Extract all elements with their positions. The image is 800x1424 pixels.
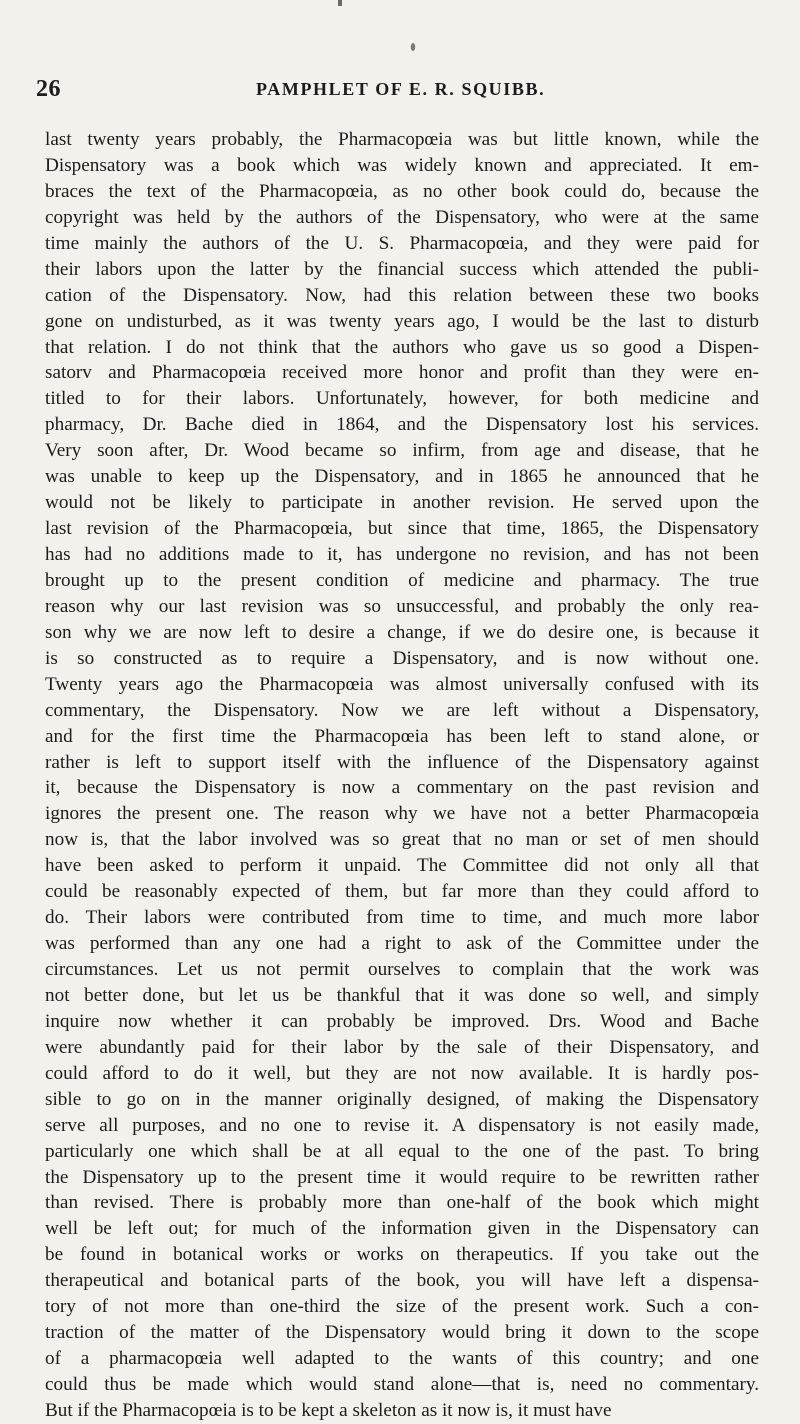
- text-line: therapeutical and botanical parts of the book, you will have left a dispensa-: [45, 1270, 759, 1292]
- text-line: could be reasonably expected of them, but far more than they could afford to: [45, 881, 759, 903]
- text-line: commentary, the Dispensatory. Now we are left without a Dispensatory,: [45, 699, 759, 721]
- page-header: [36, 76, 766, 106]
- text-line: well be left out; for much of the information given in the Dispensatory can: [45, 1218, 759, 1240]
- text-line: it, because the Dispensatory is now a commentary on the past revision and: [45, 777, 759, 799]
- text-line: Dispensatory was a book which was widely known and appreciated. It em-: [45, 154, 759, 176]
- text-line: particularly one which shall be at all equal to the one of the past. To bring: [45, 1140, 759, 1162]
- text-line: gone on undisturbed, as it was twenty years ago, I would be the last to disturb: [45, 310, 759, 332]
- text-line: pharmacy, Dr. Bache died in 1864, and the Dispensatory lost his services.: [45, 414, 759, 436]
- top-edge-mark: [338, 0, 342, 6]
- text-line: copyright was held by the authors of the Dispensatory, who were at the same: [45, 206, 759, 228]
- text-line: But if the Pharmacopœia is to be kept a skeleton as it now is, it must have: [45, 1399, 612, 1421]
- text-line: traction of the matter of the Dispensatory would bring it down to the scope: [45, 1322, 759, 1344]
- text-line: their labors upon the latter by the financial success which attended the publi-: [45, 258, 759, 280]
- text-line: that relation. I do not think that the authors who gave us so good a Dispen-: [45, 336, 759, 358]
- text-line: time mainly the authors of the U. S. Pharmacopœia, and they were paid for: [45, 232, 759, 254]
- text-line: brought up to the present condition of medicine and pharmacy. The true: [45, 569, 759, 591]
- text-line: was performed than any one had a right to ask of the Committee under the: [45, 933, 759, 955]
- text-line: son why we are now left to desire a change, if we do desire one, is because it: [45, 621, 759, 643]
- text-line: ignores the present one. The reason why we have not a better Pharmacopœia: [45, 803, 759, 825]
- text-line: have been asked to perform it unpaid. The Committee did not only all that: [45, 855, 759, 877]
- body-text: [45, 127, 759, 1424]
- running-head: PAMPHLET OF E. R. SQUIBB.: [256, 79, 546, 99]
- text-line: has had no additions made to it, has undergone no revision, and has not been: [45, 544, 759, 565]
- text-line: Very soon after, Dr. Wood became so infirm, from age and disease, that he: [45, 440, 759, 462]
- text-line: could thus be made which would stand alone—that is, need no commentary.: [45, 1374, 759, 1395]
- text-line: satorv and Pharmacopœia received more honor and profit than they were en-: [45, 362, 759, 384]
- text-line: braces the text of the Pharmacopœia, as no other book could do, because the: [45, 180, 759, 202]
- ink-speck: [411, 43, 415, 51]
- text-line: could afford to do it well, but they are not now available. It is hardly pos-: [45, 1062, 759, 1084]
- text-line: now is, that the labor involved was so great that no man or set of men should: [45, 829, 759, 851]
- text-line: the Dispensatory up to the present time it would require to be rewritten rather: [45, 1166, 759, 1188]
- text-line: were abundantly paid for their labor by the sale of their Dispensatory, and: [45, 1036, 759, 1058]
- text-line: last twenty years probably, the Pharmacopœia was but little known, while the: [45, 129, 759, 150]
- text-line: is so constructed as to require a Dispensatory, and is now without one.: [45, 647, 759, 669]
- text-line: of a pharmacopœia well adapted to the wants of this country; and one: [45, 1348, 759, 1370]
- text-line: circumstances. Let us not permit ourselves to complain that the work was: [45, 959, 759, 980]
- text-line: last revision of the Pharmacopœia, but since that time, 1865, the Dispensatory: [45, 518, 759, 540]
- text-line: was unable to keep up the Dispensatory, and in 1865 he announced that he: [45, 466, 759, 488]
- text-line: sible to go on in the manner originally designed, of making the Dispensatory: [45, 1088, 759, 1110]
- text-line: serve all purposes, and no one to revise it. A dispensatory is not easily made,: [45, 1114, 759, 1136]
- text-line: rather is left to support itself with the influence of the Dispensatory against: [45, 751, 759, 773]
- page-number: 26: [36, 76, 61, 102]
- text-line: and for the first time the Pharmacopœia has been left to stand alone, or: [45, 725, 759, 747]
- text-line: inquire now whether it can probably be improved. Drs. Wood and Bache: [45, 1010, 759, 1032]
- text-line: do. Their labors were contributed from time to time, and much more labor: [45, 907, 759, 929]
- text-line: titled to for their labors. Unfortunately, however, for both medicine and: [45, 388, 759, 410]
- text-line: cation of the Dispensatory. Now, had this relation between these two books: [45, 284, 759, 306]
- text-line: would not be likely to participate in another revision. He served upon the: [45, 492, 759, 514]
- text-line: not better done, but let us be thankful that it was done so well, and simply: [45, 984, 759, 1006]
- text-line: be found in botanical works or works on therapeutics. If you take out the: [45, 1244, 759, 1266]
- text-line: Twenty years ago the Pharmacopœia was almost universally confused with its: [45, 673, 759, 695]
- text-line: reason why our last revision was so unsuccessful, and probably the only rea-: [45, 595, 759, 617]
- text-line: tory of not more than one-third the size of the present work. Such a con-: [45, 1296, 759, 1318]
- text-line: than revised. There is probably more than one-half of the book which might: [45, 1192, 759, 1214]
